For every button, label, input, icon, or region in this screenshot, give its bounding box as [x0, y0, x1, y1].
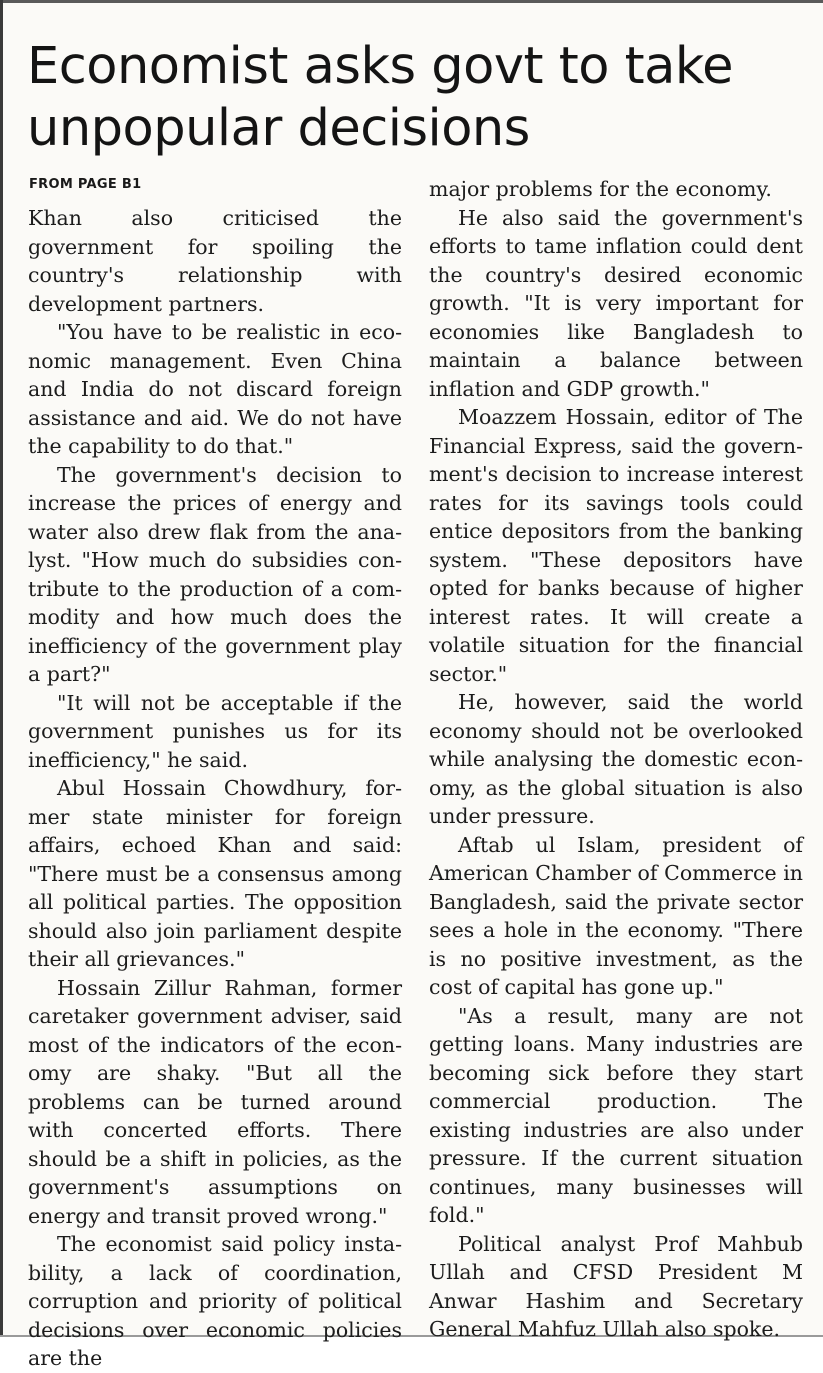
paragraph: He, however, said the world economy should not be overlooked while analysing the domestic economy, as the global situation is also under pressure. — [429, 690, 803, 828]
left-column — [28, 204, 402, 1373]
paragraph: He also said the government's efforts to tame inflation could dent the country's desired economic growth. "It is very important for economies like Bangladesh to maintain a balance between inflation and GDP growth." — [429, 205, 803, 401]
paragraph: The economist said policy instability, a lack of coordination, corruption and priority of political decisions over economic policies are the — [28, 1232, 402, 1370]
paragraph: The government's decision to increase the prices of energy and water also drew flak from the analyst. "How much do subsidies contribute to the production of a commodity and how much does the inefficiency of the government play a part?" — [28, 462, 402, 686]
paragraph: Abul Hossain Chowdhury, former state minister for foreign affairs, echoed Khan and said: "There must be a consensus among all political parties. The opposition should also join parliament despite their all grievances." — [28, 776, 402, 971]
paragraph: Khan also criticised the government for spoiling the country's relationship with development partners. — [28, 206, 402, 316]
paragraph: Political analyst Prof Mahbub Ullah and CFSD President M Anwar Hashim and Secretary General Mahfuz Ullah also spoke. — [429, 1231, 803, 1341]
paragraph: Moazzem Hossain, editor of The Financial Express, said the government's decision to increase interest rates for its savings tools could entice depositors from the banking system. "These depositors have opted for banks because of higher interest rates. It will create a volatile situation for the financial sector." — [429, 405, 803, 686]
paragraph: "It will not be acceptable if the government punishes us for its inefficiency," he said. — [28, 690, 402, 772]
article-headline: Economist asks govt to take unpopular decisions — [27, 37, 733, 158]
paragraph: "You have to be realistic in economic management. Even China and India do not discard foreign assistance and aid. We do not have the capability to do that." — [28, 320, 402, 458]
right-column — [429, 175, 803, 1344]
paragraph: Aftab ul Islam, president of American Chamber of Commerce in Bangladesh, said the private sector sees a hole in the economy. "There is no positive investment, as the cost of capital has gone up." — [429, 832, 803, 999]
paragraph: "As a result, many are not getting loans. Many industries are becoming sick before they start commercial production. The existing industries are also under pressure. If the current situation continues, many businesses will fold." — [429, 1003, 803, 1227]
top-border — [0, 0, 823, 3]
paragraph: Hossain Zillur Rahman, former caretaker government adviser, said most of the indicators of the economy are shaky. "But all the problems can be turned around with concerted efforts. There should be a shift in policies, as the government's assumptions on energy and transit proved wrong." — [28, 975, 402, 1228]
left-border — [0, 0, 3, 1337]
continued-from-label: FROM PAGE B1 — [29, 177, 142, 192]
paragraph: major problems for the economy. — [429, 177, 772, 201]
